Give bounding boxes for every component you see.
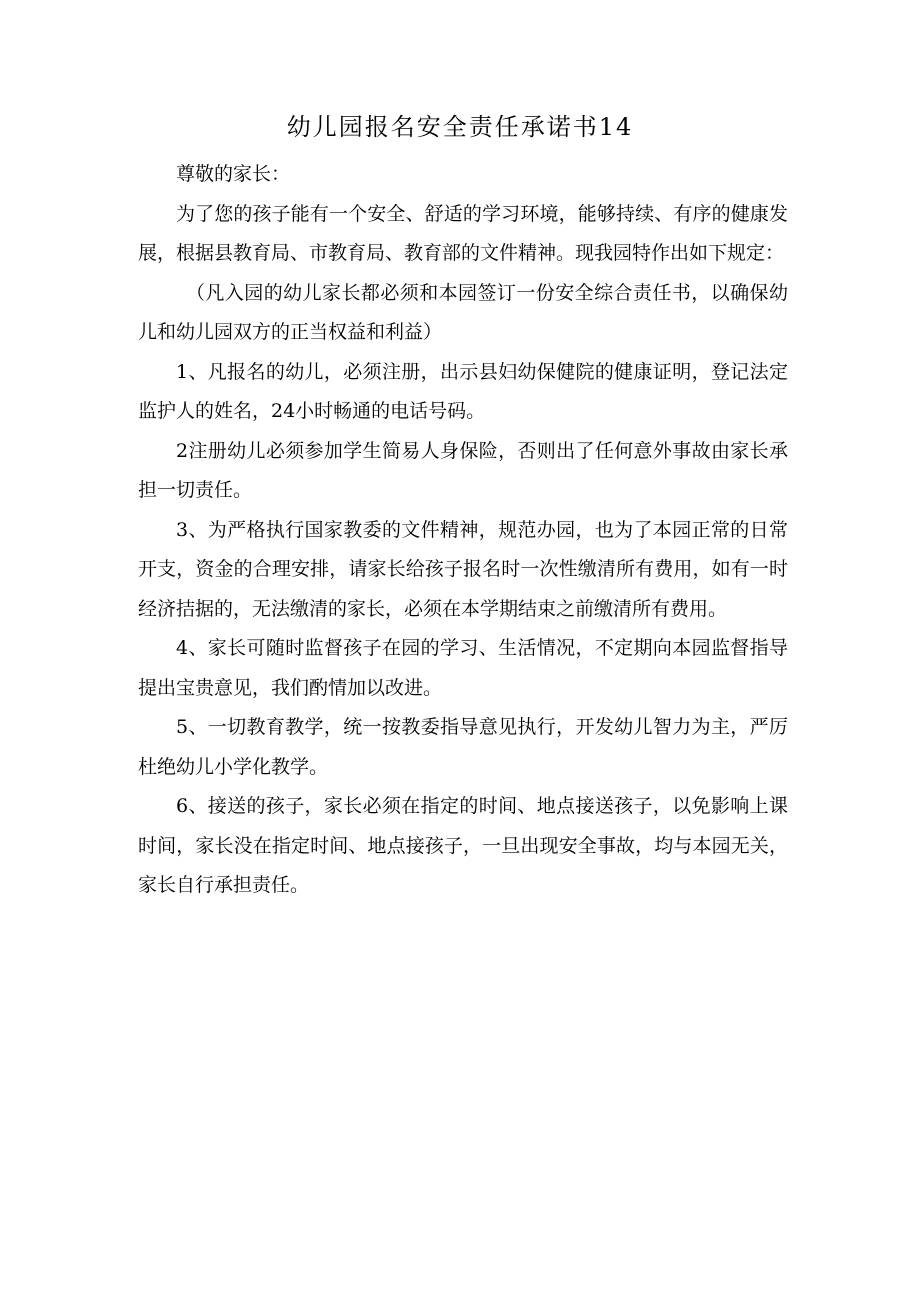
rule-paragraph-1: 1、凡报名的幼儿，必须注册，出示县妇幼保健院的健康证明，登记法定监护人的姓名，24小时畅通的电话号码。 — [138, 360, 788, 422]
rule-paragraph-5: 5、一切教育教学，统一按教委指导意见执行，开发幼儿智力为主，严厉杜绝幼儿小学化教学。 — [138, 716, 788, 778]
intro-paragraph: 为了您的孩子能有一个安全、舒适的学习环境，能够持续、有序的健康发展，根据县教育局、市教育局、教育部的文件精神。现我园特作出如下规定： — [138, 202, 788, 264]
greeting: 尊敬的家长： — [176, 163, 291, 185]
document-title: 幼儿园报名安全责任承诺书14 — [286, 113, 634, 141]
rule-paragraph-6: 6、接送的孩子，家长必须在指定的时间、地点接送孩子，以免影响上课时间，家长没在指定时间、地点接孩子，一旦出现安全事故，均与本园无关，家长自行承担责任。 — [138, 795, 788, 896]
document-body — [138, 155, 788, 906]
rule-paragraph-2: 2注册幼儿必须参加学生简易人身保险，否则出了任何意外事故由家长承担一切责任。 — [138, 439, 788, 501]
note-paragraph: （凡入园的幼儿家长都必须和本园签订一份安全综合责任书，以确保幼儿和幼儿园双方的正当权益和利益） — [138, 281, 788, 343]
rule-paragraph-4: 4、家长可随时监督孩子在园的学习、生活情况，不定期向本园监督指导提出宝贵意见，我们酌情加以改进。 — [138, 637, 788, 699]
rule-paragraph-3: 3、为严格执行国家教委的文件精神，规范办园，也为了本园正常的日常开支，资金的合理安排，请家长给孩子报名时一次性缴清所有费用，如有一时经济拮据的，无法缴清的家长，必须在本学期结束之前缴清所有费用。 — [138, 518, 788, 620]
